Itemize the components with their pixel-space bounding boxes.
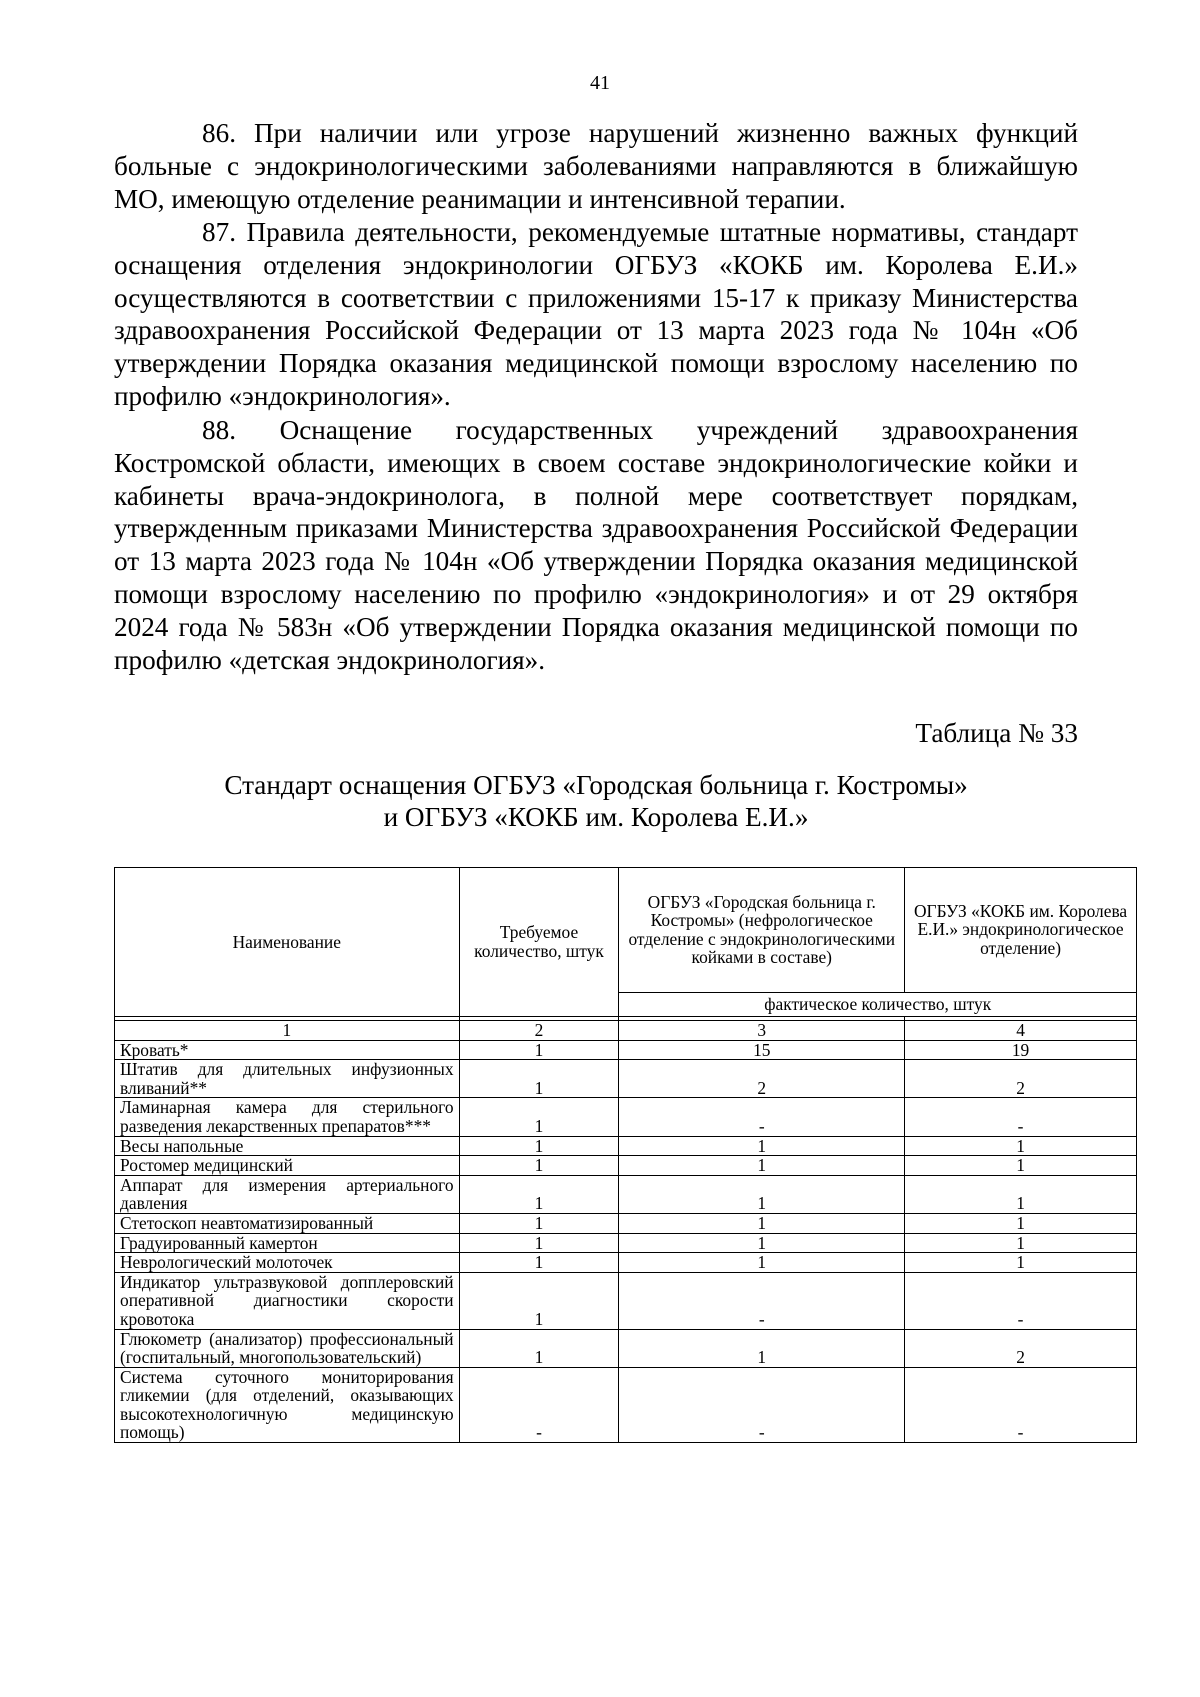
row-required-quantity: 1 <box>459 1329 619 1367</box>
row-city-hospital-quantity: 1 <box>619 1156 905 1176</box>
row-required-quantity: 1 <box>459 1156 619 1176</box>
header-name: Наименование <box>115 868 460 1017</box>
row-kokb-quantity: - <box>905 1098 1137 1136</box>
table-row <box>115 1213 1137 1233</box>
row-name: Аппарат для измерения артериального давления <box>115 1175 460 1213</box>
header-city-hospital: ОГБУЗ «Городская больница г. Костромы» (нефрологическое отделение с эндокринологическими койками в составе) <box>619 868 905 993</box>
row-city-hospital-quantity: 1 <box>619 1253 905 1273</box>
row-city-hospital-quantity: 15 <box>619 1040 905 1060</box>
row-kokb-quantity: 1 <box>905 1156 1137 1176</box>
equipment-table <box>114 867 1137 1443</box>
row-kokb-quantity: 19 <box>905 1040 1137 1060</box>
paragraph-86: 86. При наличии или угрозе нарушений жизненно важных функций больные с эндокринологическими заболеваниями направляются в ближайшую МО, имеющую отделение реанимации и интенсивной терапии. <box>114 118 1078 214</box>
table-caption: Таблица № 33 <box>915 718 1078 748</box>
table-row <box>115 1136 1137 1156</box>
row-kokb-quantity: 2 <box>905 1060 1137 1098</box>
table-row <box>115 1272 1137 1329</box>
row-required-quantity: 1 <box>459 1175 619 1213</box>
table-title <box>114 769 1078 833</box>
table-row <box>115 1233 1137 1253</box>
row-required-quantity: 1 <box>459 1098 619 1136</box>
row-city-hospital-quantity: 1 <box>619 1213 905 1233</box>
table-row <box>115 1253 1137 1273</box>
row-city-hospital-quantity: 1 <box>619 1233 905 1253</box>
column-number: 3 <box>619 1021 905 1041</box>
row-required-quantity: 1 <box>459 1040 619 1060</box>
row-required-quantity: 1 <box>459 1213 619 1233</box>
row-kokb-quantity: 1 <box>905 1233 1137 1253</box>
table-row <box>115 1040 1137 1060</box>
table-title-line-1: Стандарт оснащения ОГБУЗ «Городская больница г. Костромы» <box>224 770 968 800</box>
row-required-quantity: 1 <box>459 1060 619 1098</box>
row-name: Неврологический молоточек <box>115 1253 460 1273</box>
row-city-hospital-quantity: - <box>619 1272 905 1329</box>
row-name: Ламинарная камера для стерильного разведения лекарственных препаратов*** <box>115 1098 460 1136</box>
row-city-hospital-quantity: - <box>619 1367 905 1442</box>
table-row <box>115 1175 1137 1213</box>
row-required-quantity: 1 <box>459 1272 619 1329</box>
table-header-row <box>115 868 1137 993</box>
header-required: Требуемое количество, штук <box>459 868 619 1017</box>
table-row <box>115 1367 1137 1442</box>
paragraph-88: 88. Оснащение государственных учреждений здравоохранения Костромской области, имеющих в своем составе эндокринологические койки и кабинеты врача-эндокринолога, в полной мере соответствует порядкам, утвержденным приказами Министерства здравоохранения Российской Федерации от 13 марта 2023 года № 104н «Об утверждении Порядка оказания медицинской помощи взрослому населению по профилю «эндокринология» и от 29 октября 2024 года № 583н «Об утверждении Порядка оказания медицинской помощи по профилю «детская эндокринология». <box>114 415 1078 675</box>
column-number-row <box>115 1021 1137 1041</box>
row-kokb-quantity: 1 <box>905 1253 1137 1273</box>
table-title-line-2: и ОГБУЗ «КОКБ им. Королева Е.И.» <box>383 802 809 832</box>
row-name: Штатив для длительных инфузионных вливаний** <box>115 1060 460 1098</box>
page-number: 41 <box>590 72 610 94</box>
row-city-hospital-quantity: 1 <box>619 1175 905 1213</box>
row-city-hospital-quantity: 1 <box>619 1136 905 1156</box>
row-required-quantity: 1 <box>459 1136 619 1156</box>
row-name: Стетоскоп неавтоматизированный <box>115 1213 460 1233</box>
row-name: Ростомер медицинский <box>115 1156 460 1176</box>
row-kokb-quantity: 1 <box>905 1175 1137 1213</box>
row-name: Кровать* <box>115 1040 460 1060</box>
row-kokb-quantity: - <box>905 1367 1137 1442</box>
header-actual-quantity: фактическое количество, штук <box>619 992 1137 1016</box>
row-name: Система суточного мониторирования гликемии (для отделений, оказывающих высокотехнологичную медицинскую помощь) <box>115 1367 460 1442</box>
paragraph-87: 87. Правила деятельности, рекомендуемые штатные нормативы, стандарт оснащения отделения эндокринологии ОГБУЗ «КОКБ им. Королева Е.И.» осуществляются в соответствии с приложениями 15-17 к приказу Министерства здравоохранения Российской Федерации от 13 марта 2023 года № 104н «Об утверждении Порядка оказания медицинской помощи взрослому населению по профилю «эндокринология». <box>114 217 1078 411</box>
header-kokb: ОГБУЗ «КОКБ им. Королева Е.И.» эндокринологическое отделение) <box>905 868 1137 993</box>
row-kokb-quantity: 1 <box>905 1213 1137 1233</box>
column-number: 1 <box>115 1021 460 1041</box>
row-name: Глюкометр (анализатор) профессиональный (госпитальный, многопользовательский) <box>115 1329 460 1367</box>
row-city-hospital-quantity: - <box>619 1098 905 1136</box>
row-required-quantity: - <box>459 1367 619 1442</box>
row-kokb-quantity: 1 <box>905 1136 1137 1156</box>
row-name: Индикатор ультразвуковой допплеровский оперативной диагностики скорости кровотока <box>115 1272 460 1329</box>
table-row <box>115 1156 1137 1176</box>
row-kokb-quantity: 2 <box>905 1329 1137 1367</box>
table-row <box>115 1329 1137 1367</box>
row-name: Градуированный камертон <box>115 1233 460 1253</box>
row-city-hospital-quantity: 2 <box>619 1060 905 1098</box>
row-city-hospital-quantity: 1 <box>619 1329 905 1367</box>
table-row <box>115 1060 1137 1098</box>
row-kokb-quantity: - <box>905 1272 1137 1329</box>
column-number: 2 <box>459 1021 619 1041</box>
row-required-quantity: 1 <box>459 1233 619 1253</box>
table-row <box>115 1098 1137 1136</box>
row-required-quantity: 1 <box>459 1253 619 1273</box>
row-name: Весы напольные <box>115 1136 460 1156</box>
column-number: 4 <box>905 1021 1137 1041</box>
